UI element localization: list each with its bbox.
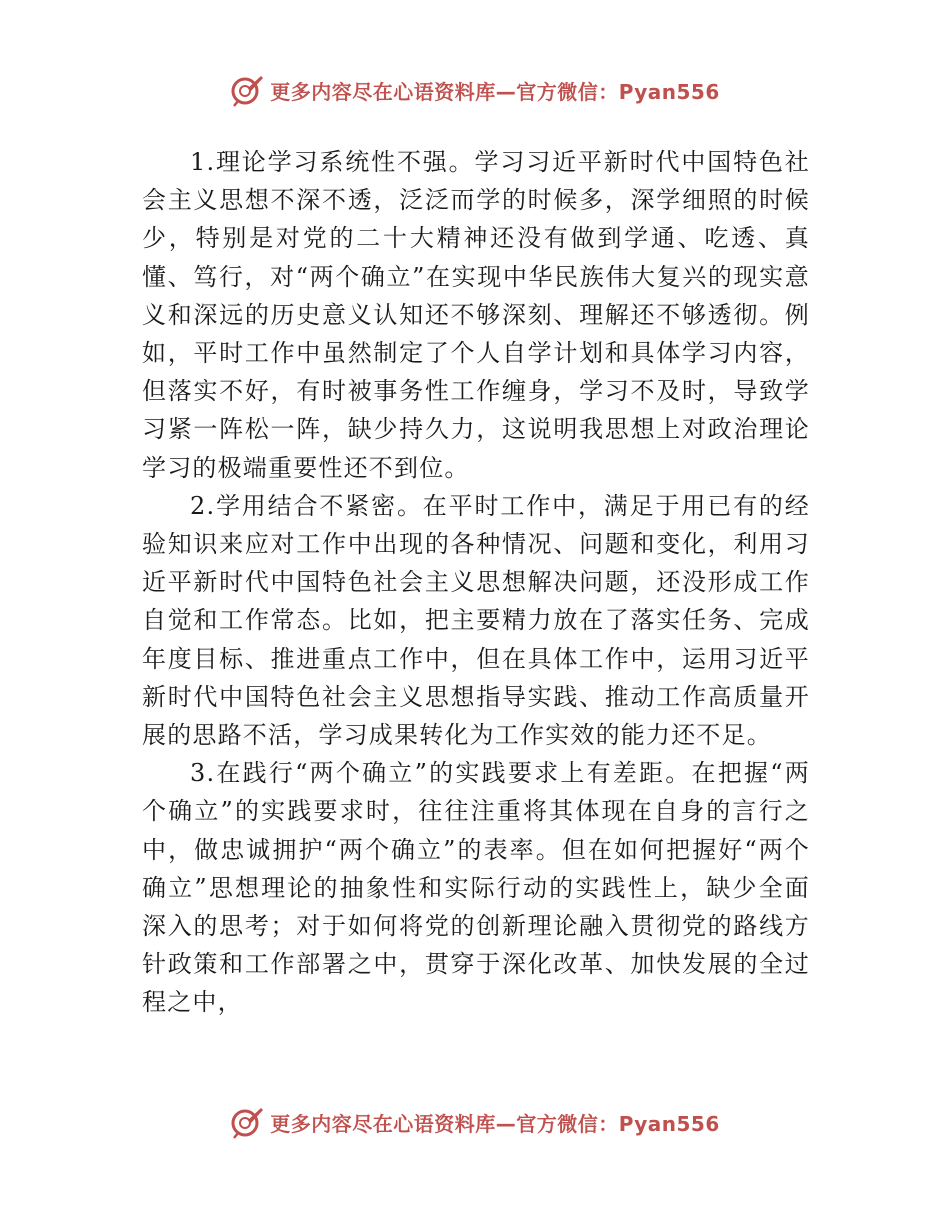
footer-banner (0, 1102, 950, 1142)
paragraph-3: 3.在践行“两个确立”的实践要求上有差距。在把握“两个确立”的实践要求时，往往注重将其体现在自身的言行之中，做忠诚拥护“两个确立”的表率。但在如何把握好“两个确立”思想理论的抽象性和实际行动的实践性上，缺少全面深入的思考；对于如何将党的创新理论融入贯彻党的路线方针政策和工作部署之中，贯穿于深化改革、加快发展的全过程之中， (142, 759, 810, 1017)
paragraph-1: 1.理论学习系统性不强。学习习近平新时代中国特色社会主义思想不深不透，泛泛而学的时候多，深学细照的时候少，特别是对党的二十大精神还没有做到学通、吃透、真懂、笃行，对“两个确立”在实现中华民族伟大复兴的现实意义和深远的历史意义认知还不够深刻、理解还不够透彻。例如，平时工作中虽然制定了个人自学计划和具体学习内容，但落实不好，有时被事务性工作缠身，学习不及时，导致学习紧一阵松一阵，缺少持久力，这说明我思想上对政治理论学习的极端重要性还不到位。 (142, 148, 810, 482)
header-banner-text: 更多内容尽在心语资料库—官方微信：Pyan556 (270, 79, 720, 104)
paragraph-2: 2.学用结合不紧密。在平时工作中，满足于用已有的经验知识来应对工作中出现的各种情况、问题和变化，利用习近平新时代中国特色社会主义思想解决问题，还没形成工作自觉和工作常态。比如，把主要精力放在了落实任务、完成年度目标、推进重点工作中，但在具体工作中，运用习近平新时代中国特色社会主义思想指导实践、推动工作高质量开展的思路不活，学习成果转化为工作实效的能力还不足。 (142, 491, 810, 750)
pen-logo-icon (230, 1105, 264, 1139)
document-body (142, 143, 810, 1022)
header-banner (0, 70, 950, 110)
footer-banner-text: 更多内容尽在心语资料库—官方微信：Pyan556 (270, 1111, 720, 1136)
pen-logo-icon (230, 73, 264, 107)
